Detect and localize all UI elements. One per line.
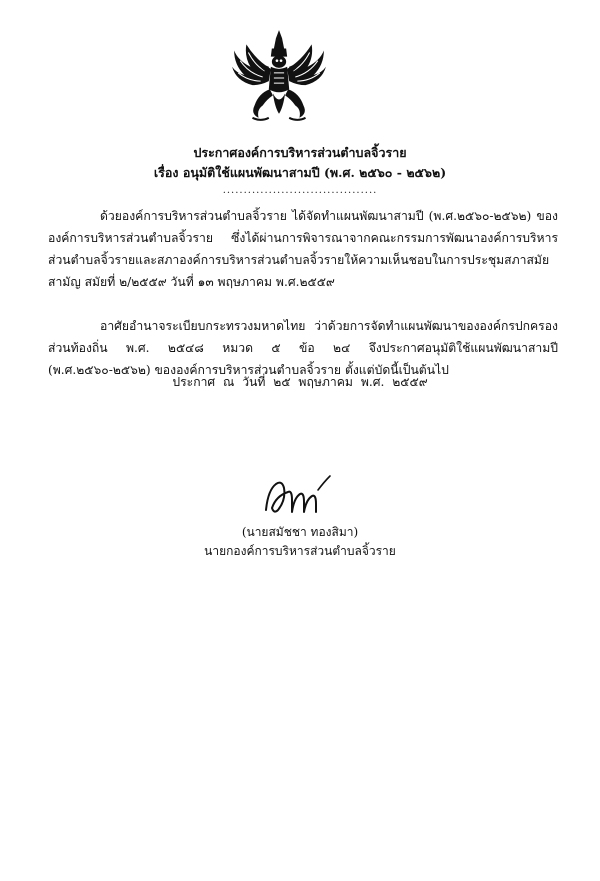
signatory-name: (นายสมัชชา ทองสิมา)	[241, 525, 359, 539]
signature-icon	[258, 470, 348, 520]
body-paragraph-1: ด้วยองค์การบริหารส่วนตำบลจิ้วราย ได้จัดทำแผนพัฒนาสามปี (พ.ศ.๒๕๖๐-๒๕๖๒) ขององค์การบริหารส่วนตำบลจิ้วราย ซึ่งได้ผ่านการพิจารณาจากคณะกรรมการพัฒนาองค์การบริหารส่วนตำบลจิ้วรายและสภาองค์การบริหารส่วนตำบลจิ้วรายให้ความเห็นชอบในการประชุมสภาสมัยสามัญ สมัยที่ ๒/๒๕๕๙ วันที่ ๑๓ พฤษภาคม พ.ศ.๒๕๕๙	[48, 209, 558, 289]
announcement-dateline: ประกาศ ณ วันที่ ๒๕ พฤษภาคม พ.ศ. ๒๕๕๙	[172, 375, 428, 389]
body-paragraph-2: อาศัยอำนาจระเบียบกระทรวงมหาดไทย ว่าด้วยการจัดทำแผนพัฒนาขององค์กรปกครองส่วนท้องถิ่น พ.ศ. ๒๕๔๘ หมวด ๕ ข้อ ๒๔ จึงประกาศอนุมัติใช้แผนพัฒนาสามปี (พ.ศ.๒๕๖๐-๒๕๖๒) ขององค์การบริหารส่วนตำบลจิ้วราย ตั้งแต่บัดนี้เป็นต้นไป	[48, 319, 558, 377]
signatory-title: นายกองค์การบริหารส่วนตำบลจิ้วราย	[204, 544, 396, 558]
title-separator: .....................................	[222, 185, 378, 196]
garuda-emblem-icon	[228, 26, 330, 128]
announcement-title: ประกาศองค์การบริหารส่วนตำบลจิ้วราย	[193, 145, 407, 160]
announcement-subject: เรื่อง อนุมัติใช้แผนพัฒนาสามปี (พ.ศ. ๒๕๖๐ - ๒๕๖๒)	[153, 165, 447, 180]
